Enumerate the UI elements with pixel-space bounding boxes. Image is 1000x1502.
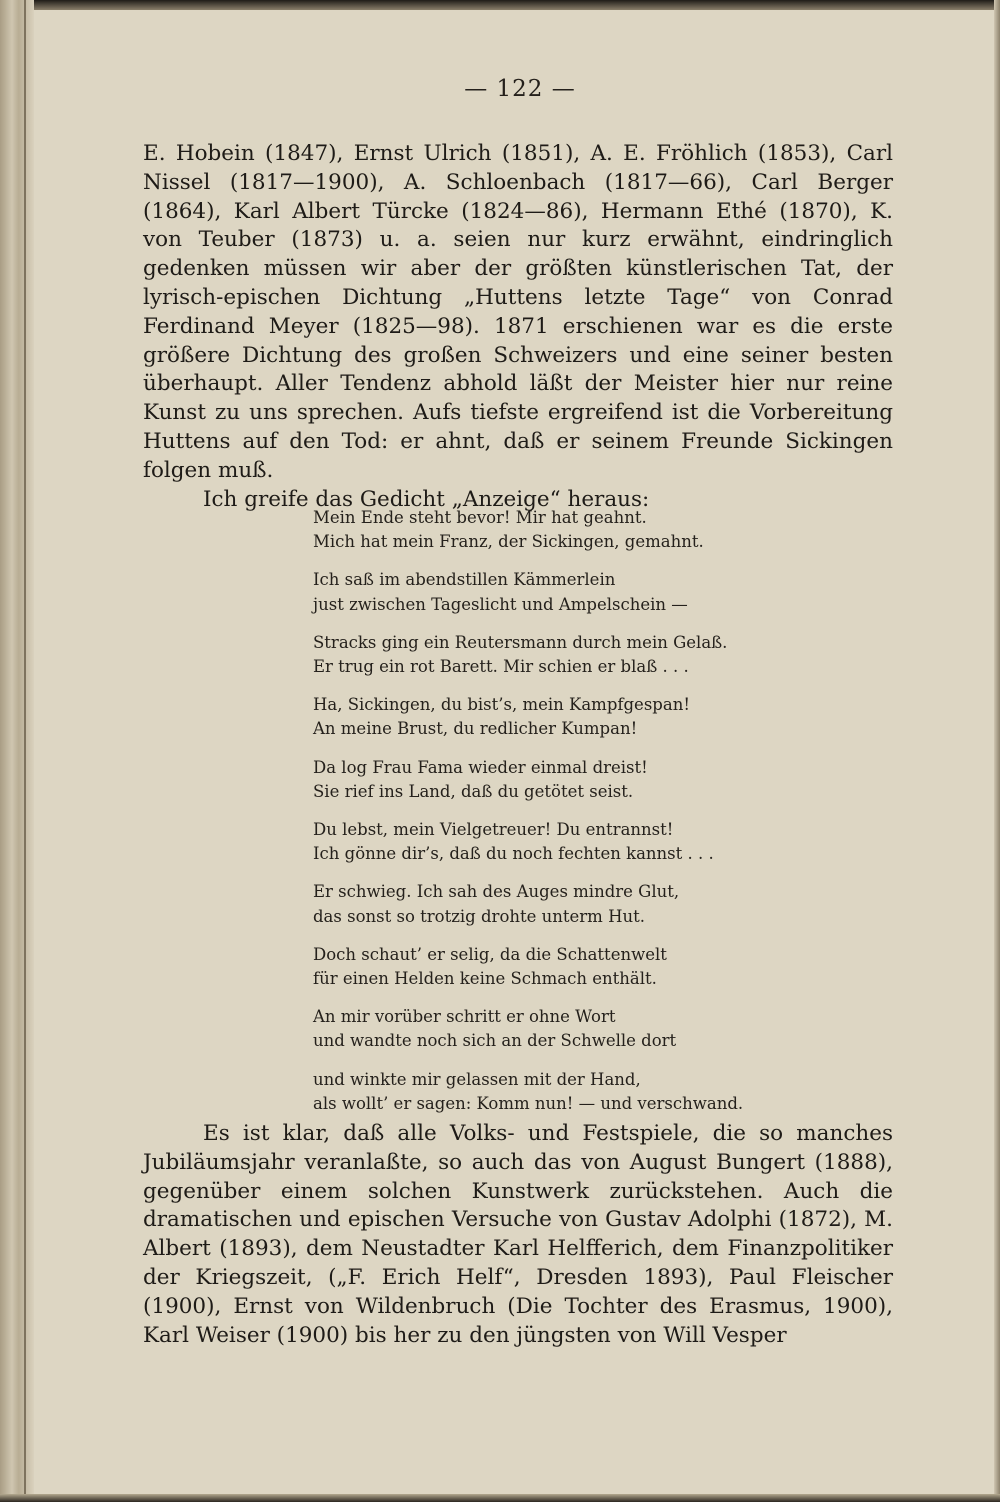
- page-bottom-edge: [0, 1494, 1000, 1502]
- poem-line: Stracks ging ein Reutersmann durch mein Gelaß.: [313, 632, 728, 652]
- poem-stanza: [313, 1068, 813, 1117]
- book-spine: [0, 0, 34, 1502]
- poem-line: Du lebst, mein Vielgetreuer! Du entrannst!: [313, 819, 674, 839]
- poem-line: für einen Helden keine Schmach enthält.: [313, 969, 657, 989]
- poem-line: das sonst so trotzig drohte unterm Hut.: [313, 906, 645, 926]
- poem-anzeige: [313, 506, 813, 1130]
- poem-line: Er schwieg. Ich sah des Auges mindre Glut,: [313, 882, 680, 902]
- poem-stanza: [313, 880, 813, 929]
- poem-stanza: [313, 568, 813, 617]
- closing-text: [143, 1120, 893, 1350]
- poem-line: Da log Frau Fama wieder einmal dreist!: [313, 757, 648, 777]
- poem-line: als wollt’ er sagen: Komm nun! — und verschwand.: [313, 1093, 744, 1113]
- page-top-edge: [0, 0, 1000, 10]
- poem-stanza: [313, 943, 813, 992]
- closing-paragraph: Es ist klar, daß alle Volks- und Festspiele, die so manches Jubiläumsjahr veranlaßte, so auch das von August Bungert (1888), gegenüber einem solchen Kunstwerk zurückstehen. Auch die dramatischen und epischen Versuche von Gustav Adolphi (1872), M. Albert (1893), dem Neustadter Karl Helfferich, dem Finanzpolitiker der Kriegszeit, („F. Erich Helf“, Dresden 1893), Paul Fleischer (1900), Ernst von Wildenbruch (Die Tochter des Erasmus, 1900), Karl Weiser (1900) bis her zu den jüngsten von Will Vesper: [143, 1121, 893, 1348]
- poem-line: An mir vorüber schritt er ohne Wort: [313, 1007, 616, 1027]
- poem-stanza: [313, 693, 813, 742]
- poem-line: An meine Brust, du redlicher Kumpan!: [313, 719, 638, 739]
- poem-line: Mich hat mein Franz, der Sickingen, gemahnt.: [313, 532, 704, 552]
- page-right-edge: [994, 0, 1000, 1502]
- poem-stanza: [313, 818, 813, 867]
- poem-line: und wandte noch sich an der Schwelle dort: [313, 1031, 677, 1051]
- poem-line: just zwischen Tageslicht und Ampelschein —: [313, 594, 688, 614]
- poem-line: und winkte mir gelassen mit der Hand,: [313, 1069, 641, 1089]
- poem-line: Sie rief ins Land, daß du getötet seist.: [313, 781, 634, 801]
- poem-line: Mein Ende steht bevor! Mir hat geahnt.: [313, 508, 647, 527]
- spine-fold-line: [24, 0, 26, 1502]
- intro-text: [143, 140, 893, 514]
- poem-stanza: [313, 1005, 813, 1054]
- poem-line: Ich gönne dir’s, daß du noch fechten kannst . . .: [313, 844, 714, 864]
- poem-line: Doch schaut’ er selig, da die Schattenwelt: [313, 944, 667, 964]
- poem-line: Ich saß im abendstillen Kämmerlein: [313, 570, 616, 590]
- poem-stanza: [313, 506, 813, 555]
- poem-stanza: [313, 756, 813, 805]
- poem-line: Ha, Sickingen, du bist’s, mein Kampfgespan!: [313, 695, 690, 715]
- poem-stanza: [313, 631, 813, 680]
- intro-paragraph: E. Hobein (1847), Ernst Ulrich (1851), A. E. Fröhlich (1853), Carl Nissel (1817—1900), A. Schloenbach (1817—66), Carl Berger (1864), Karl Albert Türcke (1824—86), Hermann Ethé (1870), K. von Teuber (1873) u. a. seien nur kurz erwähnt, eindringlich gedenken müssen wir aber der größten künstlerischen Tat, der lyrisch-epischen Dichtung „Huttens letzte Tage“ von Conrad Ferdinand Meyer (1825—98). 1871 erschienen war es die erste größere Dichtung des großen Schweizers und eine seiner besten überhaupt. Aller Tendenz abhold läßt der Meister hier nur reine Kunst zu uns sprechen. Aufs tiefste ergreifend ist die Vorbereitung Huttens auf den Tod: er ahnt, daß er seinem Freunde Sickingen folgen muß.: [143, 141, 893, 483]
- page-number: — 122 —: [464, 76, 576, 102]
- poem-line: Er trug ein rot Barett. Mir schien er blaß . . .: [313, 657, 689, 677]
- poem-introduction: Ich greife das Gedicht „Anzeige“ heraus:: [203, 486, 650, 512]
